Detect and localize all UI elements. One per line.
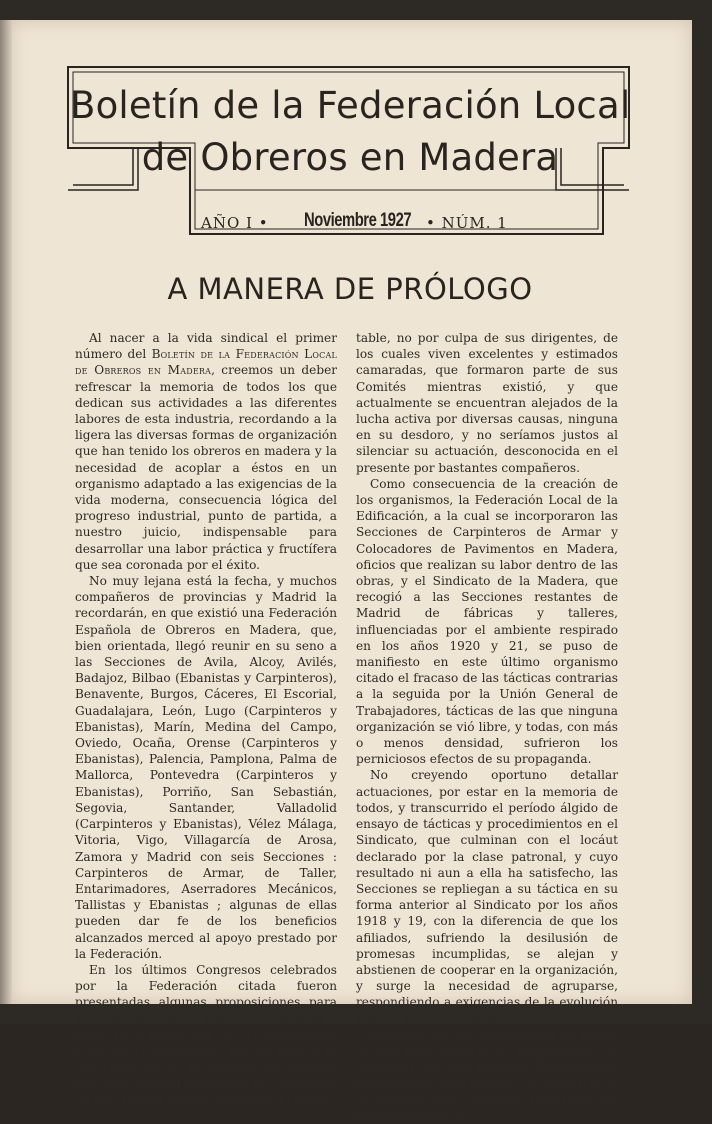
article-column-left — [75, 330, 337, 1108]
paragraph: table, no por culpa de sus dirigentes, de los cuales viven excelentes y estimados camaradas, que formaron parte de sus Comités mientras existió, y que actualmente se encuentran alejados de la lucha activa por diversas causas, ninguna en su desdoro, y no seríamos justos al silenciar su actuación, desconocida en el presente por bastantes compañeros. — [356, 331, 618, 475]
paragraph-text: , creemos un deber refrescar la memoria de todos los que dedican sus actividades a las diferentes labores de esta industria, recordando a la ligera las diversas formas de organización que han tenido los obreros en madera y la necesidad de acoplar a éstos en un organismo adaptado a las exigencias de la vida moderna, consecuencia lógica del progreso industrial, punto de partida, a nuestro juicio, indispensable para desarrollar una labor práctica y fructífera que sea coronada por el éxito. — [75, 363, 338, 572]
paragraph: No creyendo oportuno detallar actuaciones, por estar en la memoria de todos, y transcurrido el período álgido de ensayo de tácticas y procedimientos en el Sindicato, que culminan con el locáut declarado por la clase patronal, y cuyo resultado ni aun a ella ha satisfecho, las Secciones se repliegan a su táctica en su forma anterior al Sindicato por los años 1918 y 19, con la diferencia de que los afiliados, sufriendo la desilusión de promesas incumplidas, se alejan y abstienen de cooperar en la organización, y surge la necesidad de agruparse, respondiendo a exigencias de la evolución sufrida por la industria. — [356, 768, 618, 1026]
article-heading: A MANERA DE PRÓLOGO — [167, 272, 533, 306]
paragraph: Coincide con esa necesidad el propósito de la Unión General de Trabajadores de organizar sus Secciones en Federaciones nacionales y provinciales de industria, y se nombra una Comisión, integrada por representantes de — [356, 1027, 618, 1123]
paragraph — [75, 330, 337, 573]
masthead-title-line2: de Obreros en Madera — [141, 136, 559, 179]
paragraph: Como consecuencia de la creación de los organismos, la Federación Local de la Edificación, a la cual se incorporaron las Secciones de Carpinteros de Armar y Colocadores de Pavimentos en Madera, oficios que realizan su labor dentro de las obras, y el Sindicato de la Madera, que recogió a las Secciones restantes de Madrid de fábricas y talleres, influenciadas por el ambiente respirado en los años 1920 y 21, se puso de manifiesto en este último organismo citado el fracaso de las tácticas contrarias a la seguida por la Unión General de Trabajadores, tácticas de las que ninguna organización se vió libre, y todas, con más o menos densidad, sufrieron los perniciosos efectos de su propaganda. — [356, 476, 618, 767]
issue-number: • NÚM. 1 — [426, 214, 508, 232]
masthead-title-line1: Boletín de la Federación Local — [70, 84, 631, 127]
issue-date: Noviembre 1927 — [304, 210, 412, 231]
paragraph-text: Al nacer a la vida sindical el primer número del — [75, 331, 337, 362]
paragraph: En los últimos Congresos celebrados por la Federación citada fueron presentadas algunas proposiciones para su transformación, siendo rechazadas ; pero la constitución de la Federación Local de la Edificación, por un lado, y la del Sindicato de la Madera, en Madrid, por otro, desgajaron de ella las Secciones de más importancia, y sobrevino lo inevi- — [75, 962, 337, 1107]
article-column-right — [356, 330, 618, 1124]
paragraph: No muy lejana está la fecha, y muchos compañeros de provincias y Madrid la recordarán, en que existió una Federación Española de Obreros en Madera, que, bien orientada, llegó reunir en su seno a las Secciones de Avila, Alcoy, Avilés, Badajoz, Bilbao (Ebanistas y Carpinteros), Benavente, Burgos, Cáceres, El Escorial, Guadalajara, León, Lugo (Carpinteros y Ebanistas), Marín, Medina del Campo, Oviedo, Ocaña, Orense (Carpinteros y Ebanistas), Palencia, Pamplona, Palma de Mallorca, Pontevedra (Carpinteros y Ebanistas), Porriño, San Sebastián, Segovia, Santander, Valladolid (Carpinteros y Ebanistas), Vélez Málaga, Vitoria, Vigo, Villagarcía de Arosa, Zamora y Madrid con seis Secciones : Carpinteros de Armar, de Taller, Entarimadores, Aserradores Mecánicos, Tallistas y Ebanistas ; algunas de ellas pueden dar fe de los beneficios alcanzados merced al apoyo prestado por la Federación. — [75, 574, 337, 961]
bulletin-name: Boletín de la Federación Local de Obreros en Madera — [75, 347, 337, 378]
issue-year: AÑO I • — [201, 214, 269, 232]
